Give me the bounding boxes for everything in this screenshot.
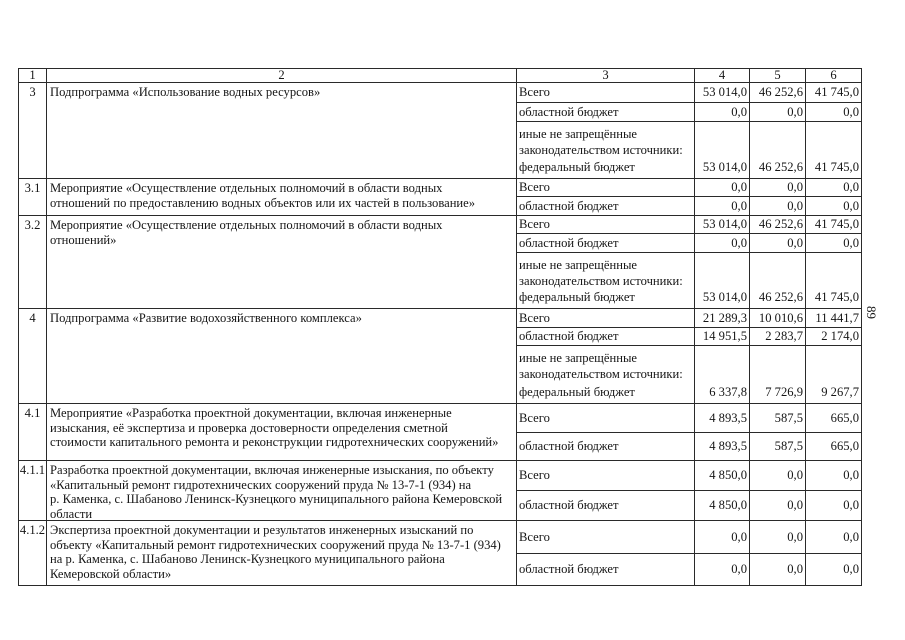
- value-col-6: 0,0: [806, 521, 862, 554]
- value-col-5: 0,0: [750, 491, 806, 521]
- value-col-5: 46 252,6: [750, 216, 806, 234]
- funding-source: [517, 404, 695, 433]
- value-col-4: 0,0: [695, 179, 750, 197]
- funding-row: [517, 216, 862, 234]
- value-col-6: 41 745,0: [806, 253, 862, 309]
- table-row: [19, 179, 862, 216]
- value-col-4: 4 850,0: [695, 461, 750, 491]
- value-col-6: 0,0: [806, 491, 862, 521]
- value-col-6: 2 174,0: [806, 328, 862, 346]
- header-row: [19, 69, 862, 83]
- funding-row: [517, 234, 862, 253]
- value-col-6: 9 267,7: [806, 346, 862, 404]
- value-col-4: 53 014,0: [695, 83, 750, 103]
- funding-sources: [517, 404, 862, 461]
- value-col-5: 46 252,6: [750, 253, 806, 309]
- funding-row: [517, 309, 862, 328]
- funding-source-note-line: иные не запрещённые: [519, 258, 637, 272]
- funding-source-note-line: иные не запрещённые: [519, 127, 637, 141]
- funding-row: [517, 491, 862, 521]
- value-col-4: 14 951,5: [695, 328, 750, 346]
- funding-source-label: областной бюджет: [519, 235, 619, 250]
- funding-source: [517, 346, 695, 404]
- funding-source: [517, 197, 695, 216]
- funding-source-note-line: иные не запрещённые: [519, 351, 637, 365]
- funding-source: [517, 234, 695, 253]
- value-col-6: 665,0: [806, 433, 862, 461]
- header-cell-1: 1: [19, 69, 47, 83]
- value-col-5: 46 252,6: [750, 122, 806, 179]
- funding-source: [517, 521, 695, 554]
- value-col-5: 7 726,9: [750, 346, 806, 404]
- funding-row: [517, 433, 862, 461]
- header-cell-2: 2: [47, 69, 517, 83]
- funding-source-label: областной бюджет: [519, 498, 619, 512]
- funding-source: [517, 461, 695, 491]
- value-col-4: 0,0: [695, 554, 750, 586]
- funding-source-label: Всего: [519, 85, 550, 99]
- value-col-5: 2 283,7: [750, 328, 806, 346]
- value-col-5: 10 010,6: [750, 309, 806, 328]
- item-name: [47, 461, 517, 521]
- value-col-6: 0,0: [806, 103, 862, 122]
- value-col-4: 53 014,0: [695, 122, 750, 179]
- budget-table: [18, 68, 862, 586]
- table-row: [19, 309, 862, 404]
- value-col-5: 0,0: [750, 234, 806, 253]
- funding-row: [517, 179, 862, 197]
- funding-source-note: [519, 257, 694, 289]
- value-col-5: 0,0: [750, 179, 806, 197]
- item-name-line: Мероприятие «Разработка проектной документации, включая инженерные: [50, 406, 452, 420]
- value-col-4: 0,0: [695, 234, 750, 253]
- item-name-line: стоимости капитального ремонта и реконструкции гидротехнических сооружений»: [50, 435, 499, 449]
- value-col-6: 0,0: [806, 179, 862, 197]
- funding-source-note-line: законодательством источники:: [519, 367, 683, 381]
- header-cell-5: 5: [750, 69, 806, 83]
- value-col-5: 0,0: [750, 461, 806, 491]
- value-col-6: 41 745,0: [806, 216, 862, 234]
- funding-source-label: Всего: [519, 529, 550, 544]
- item-name: [47, 309, 517, 404]
- item-name-line: Подпрограмма «Развитие водохозяйственного комплекса»: [50, 311, 362, 325]
- value-col-6: 0,0: [806, 234, 862, 253]
- header-cell-3: 3: [517, 69, 695, 83]
- funding-source-label: Всего: [519, 468, 550, 482]
- item-name-line: Экспертиза проектной документации и результатов инженерных изысканий по: [50, 523, 474, 537]
- item-name-line: Разработка проектной документации, включая инженерные изыскания, по объекту: [50, 463, 494, 477]
- funding-source-label: областной бюджет: [519, 104, 619, 119]
- item-name-line: на р. Каменка, с. Шабаново Ленинск-Кузнецкого муниципального района: [50, 552, 445, 566]
- funding-row: [517, 197, 862, 216]
- funding-source: [517, 216, 695, 234]
- item-name-line: «Капитальный ремонт гидротехнических сооружений пруда № 13-7-1 (934) на: [50, 477, 472, 492]
- funding-row: [517, 404, 862, 433]
- funding-source: [517, 328, 695, 346]
- funding-source-label: Всего: [519, 180, 550, 194]
- value-col-4: 0,0: [695, 521, 750, 554]
- row-number: 4.1.1: [19, 461, 47, 521]
- funding-source-label: Всего: [519, 310, 550, 325]
- funding-source-label: областной бюджет: [519, 329, 619, 343]
- value-col-6: 0,0: [806, 461, 862, 491]
- item-name-line: объекту «Капитальный ремонт гидротехнических сооружений пруда № 13-7-1 (934): [50, 537, 501, 552]
- row-number: 3.1: [19, 179, 47, 216]
- funding-row: [517, 83, 862, 103]
- value-col-4: 0,0: [695, 103, 750, 122]
- item-name: [47, 83, 517, 179]
- funding-source-note: [519, 350, 694, 382]
- funding-row: [517, 346, 862, 404]
- funding-sources: [517, 309, 862, 404]
- funding-source: [517, 122, 695, 179]
- funding-row: [517, 554, 862, 586]
- value-col-4: 53 014,0: [695, 253, 750, 309]
- funding-source-label: областной бюджет: [519, 562, 619, 576]
- funding-source-label: областной бюджет: [519, 198, 619, 213]
- funding-source: [517, 253, 695, 309]
- value-col-5: 46 252,6: [750, 83, 806, 103]
- funding-source: [517, 554, 695, 586]
- item-name: [47, 404, 517, 461]
- funding-source-note-line: законодательством источники:: [519, 143, 683, 157]
- header-cell-4: 4: [695, 69, 750, 83]
- header-cell-6: 6: [806, 69, 862, 83]
- table-row: [19, 216, 862, 309]
- funding-source-label: федеральный бюджет: [519, 290, 635, 304]
- table-row: [19, 404, 862, 461]
- value-col-4: 4 850,0: [695, 491, 750, 521]
- page-number: 89: [864, 306, 879, 319]
- funding-row: [517, 461, 862, 491]
- funding-row: [517, 122, 862, 179]
- value-col-6: 665,0: [806, 404, 862, 433]
- value-col-4: 4 893,5: [695, 404, 750, 433]
- value-col-6: 11 441,7: [806, 309, 862, 328]
- item-name-line: Кемеровской области»: [50, 566, 172, 581]
- value-col-6: 41 745,0: [806, 122, 862, 179]
- funding-sources: [517, 83, 862, 179]
- item-name-line: Мероприятие «Осуществление отдельных полномочий в области водных: [50, 181, 443, 195]
- funding-source-label: областной бюджет: [519, 439, 619, 453]
- funding-row: [517, 521, 862, 554]
- value-col-5: 0,0: [750, 554, 806, 586]
- funding-sources: [517, 179, 862, 216]
- value-col-5: 0,0: [750, 521, 806, 554]
- item-name-line: отношений по предоставлению водных объектов или их частей в пользование»: [50, 195, 476, 210]
- value-col-4: 53 014,0: [695, 216, 750, 234]
- funding-source-label: федеральный бюджет: [519, 160, 635, 174]
- table-row: [19, 461, 862, 521]
- funding-source-note: [519, 126, 694, 158]
- funding-source-label: Всего: [519, 410, 550, 425]
- item-name: [47, 179, 517, 216]
- row-number: 4.1: [19, 404, 47, 461]
- item-name-line: изыскания, её экспертиза и проверка достоверности определения сметной: [50, 420, 448, 435]
- item-name: [47, 216, 517, 309]
- value-col-4: 4 893,5: [695, 433, 750, 461]
- value-col-5: 587,5: [750, 433, 806, 461]
- funding-source: [517, 491, 695, 521]
- funding-sources: [517, 216, 862, 309]
- value-col-5: 0,0: [750, 103, 806, 122]
- funding-row: [517, 103, 862, 122]
- funding-source: [517, 433, 695, 461]
- row-number: 4.1.2: [19, 521, 47, 586]
- row-number: 3.2: [19, 216, 47, 309]
- table-row: [19, 83, 862, 179]
- item-name: [47, 521, 517, 586]
- value-col-4: 21 289,3: [695, 309, 750, 328]
- funding-source: [517, 83, 695, 103]
- value-col-5: 587,5: [750, 404, 806, 433]
- funding-source-label: Всего: [519, 217, 550, 231]
- item-name-line: Мероприятие «Осуществление отдельных полномочий в области водных: [50, 218, 443, 232]
- funding-sources: [517, 461, 862, 521]
- row-number: 4: [19, 309, 47, 404]
- funding-row: [517, 328, 862, 346]
- value-col-6: 0,0: [806, 197, 862, 216]
- value-col-6: 0,0: [806, 554, 862, 586]
- value-col-4: 6 337,8: [695, 346, 750, 404]
- row-number: 3: [19, 83, 47, 179]
- funding-source-note-line: законодательством источники:: [519, 274, 683, 288]
- value-col-6: 41 745,0: [806, 83, 862, 103]
- item-name-line: р. Каменка, с. Шабаново Ленинск-Кузнецкого муниципального района Кемеровской: [50, 492, 503, 506]
- funding-source: [517, 179, 695, 197]
- funding-sources: [517, 521, 862, 586]
- table-row: [19, 521, 862, 586]
- item-name-line: области: [50, 506, 93, 521]
- value-col-4: 0,0: [695, 197, 750, 216]
- funding-source: [517, 103, 695, 122]
- funding-source-label: федеральный бюджет: [519, 385, 635, 399]
- funding-source: [517, 309, 695, 328]
- value-col-5: 0,0: [750, 197, 806, 216]
- item-name-line: отношений»: [50, 232, 117, 247]
- item-name-line: Подпрограмма «Использование водных ресурсов»: [50, 85, 321, 99]
- funding-row: [517, 253, 862, 309]
